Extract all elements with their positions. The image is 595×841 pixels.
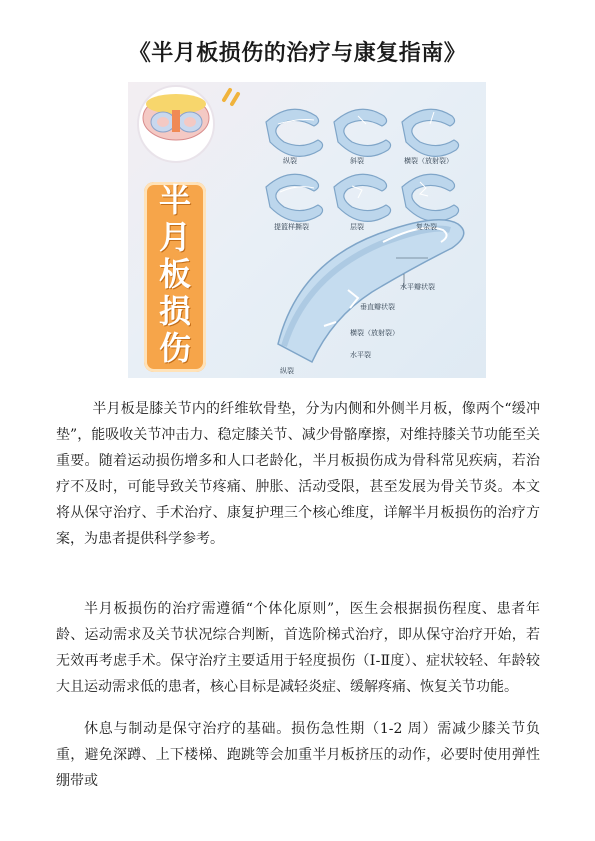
- paragraph-text: 半月板损伤的治疗需遵循“个体化原则”，医生会根据损伤程度、患者年龄、运动需求及关节状况综合判断，首选阶梯式治疗，即从保守治疗开始，若无效再考虑手术。保守治疗主要适用于轻度损伤（Ⅰ-Ⅱ度）、症状较轻、年龄较大且运动需求低的患者，核心目标是减轻炎症、缓解疼痛、恢复关节功能。: [56, 601, 540, 695]
- paragraph-text: 半月板是膝关节内的纤维软骨垫，分为内侧和外侧半月板，像两个“缓冲垫”，能吸收关节冲击力、稳定膝关节、减少骨骼摩擦，对维持膝关节功能至关重要。随着运动损伤增多和人口老龄化，半月板损伤成为骨科常见疾病，若治疗不及时，可能导致关节疼痛、肿胀、活动受限，甚至发展为骨关节炎。本文将从保守治疗、手术治疗、康复护理三个核心维度，详解半月板损伤的治疗方案，为患者提供科学参考。: [56, 401, 540, 547]
- tear-label-oblique: 斜裂: [350, 157, 364, 165]
- tear-label-flap: 层裂: [350, 223, 364, 231]
- tear-label-radial: 横裂（放射裂）: [404, 157, 453, 165]
- knee-cross-section-icon: [138, 86, 238, 162]
- radial-tear-shape: [402, 109, 459, 156]
- side-title-char: 伤: [158, 329, 191, 367]
- side-title-char: 板: [158, 255, 191, 293]
- flap-tear-shape: [334, 174, 391, 221]
- rest-immobilization-paragraph: [56, 716, 540, 794]
- diagram-label-vertical-flap: 垂直瓣状裂: [360, 303, 395, 311]
- side-title-char: 损: [158, 292, 191, 330]
- side-title-char: 月: [158, 218, 191, 256]
- meniscus-injury-figure: [128, 82, 486, 378]
- tear-label-complex: 复杂裂: [416, 223, 437, 231]
- meniscus-cutaway-diagram: [278, 220, 464, 362]
- side-title-char: 半: [158, 181, 191, 219]
- tear-label-longitudinal: 纵裂: [283, 157, 297, 165]
- oblique-tear-shape: [334, 109, 391, 156]
- longitudinal-tear-shape: [266, 109, 323, 156]
- paragraph-text: 休息与制动是保守治疗的基础。损伤急性期（1-2 周）需减少膝关节负重，避免深蹲、上下楼梯、跑跳等会加重半月板挤压的动作，必要时使用弹性绷带或: [56, 721, 540, 789]
- complex-tear-shape: [402, 174, 459, 221]
- bucket-handle-tear-shape: [266, 174, 323, 221]
- diagram-label-horizontal-flap: 水平瓣状裂: [400, 283, 435, 291]
- intro-paragraph: [56, 396, 540, 552]
- diagram-label-longitudinal: 纵裂: [280, 367, 294, 375]
- tear-label-bucket-handle: 提篮样撕裂: [274, 223, 309, 231]
- diagram-label-radial: 横裂（放射裂）: [350, 329, 399, 337]
- treatment-principle-paragraph: [56, 596, 540, 700]
- diagram-label-horizontal: 水平裂: [350, 351, 371, 359]
- figure-side-title: [144, 182, 206, 372]
- page-title: 《半月板损伤的治疗与康复指南》: [128, 41, 467, 66]
